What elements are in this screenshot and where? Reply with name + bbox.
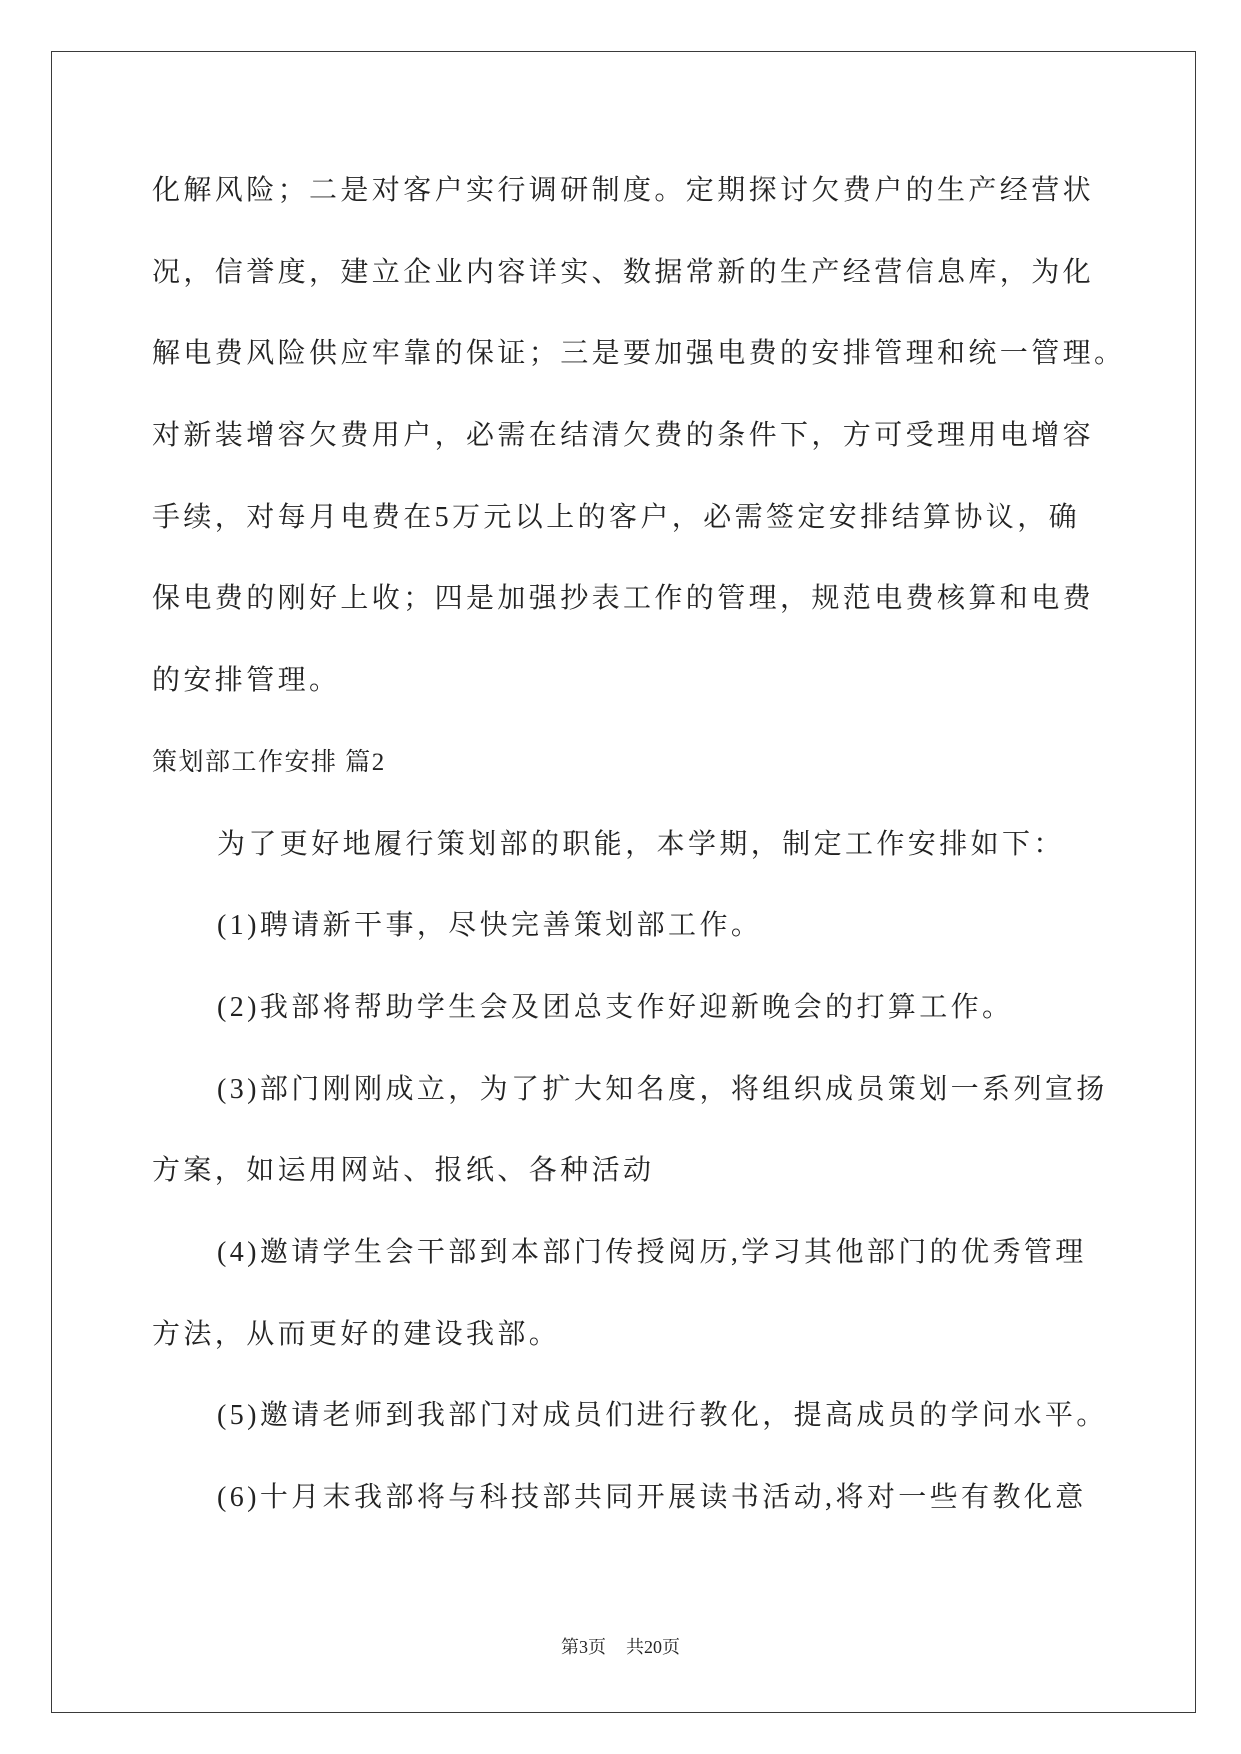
- list-item: [152, 885, 1112, 967]
- current-page-label: 第3页: [561, 1637, 606, 1657]
- text-line: 对新装增容欠费用户，必需在结清欠费的条件下，方可受理用电增容: [152, 420, 1095, 452]
- document-body: [152, 150, 1126, 1539]
- text-line: 保电费的刚好上收；四是加强抄表工作的管理，规范电费核算和电费: [152, 583, 1095, 615]
- text-line: 的安排管理。: [152, 665, 341, 697]
- list-item-line: 方法，从而更好的建设我部。: [152, 1318, 561, 1350]
- list-item: [152, 1212, 1112, 1375]
- text-line: 况，信誉度，建立企业内容详实、数据常新的生产经营信息库，为化: [152, 256, 1095, 288]
- section-heading: 策划部工作安排 篇2: [152, 748, 386, 776]
- text-line: 化解风险；二是对客户实行调研制度。定期探讨欠费户的生产经营状: [152, 175, 1095, 206]
- list-item: [152, 1375, 1112, 1457]
- text-line: 解电费风险供应牢靠的保证；三是要加强电费的安排管理和统一管理。: [152, 338, 1126, 370]
- list-item: [152, 1457, 1112, 1539]
- list-item-line: (3)部门刚刚成立，为了扩大知名度，将组织成员策划一系列宣扬: [217, 1073, 1108, 1105]
- list-item-line: (1)聘请新干事，尽快完善策划部工作。: [217, 910, 763, 942]
- list-item-line: (5)邀请老师到我部门对成员们进行教化，提高成员的学问水平。: [217, 1400, 1108, 1432]
- plan-list: [152, 885, 1112, 1539]
- list-item-line: (6)十月末我部将与科技部共同开展读书活动,将对一些有教化意: [217, 1482, 1087, 1513]
- list-item: [152, 967, 1112, 1049]
- list-item-line: (4)邀请学生会干部到本部门传授阅历,学习其他部门的优秀管理: [217, 1236, 1087, 1268]
- page-footer: [0, 1632, 1241, 1662]
- intro-paragraph: 为了更好地履行策划部的职能，本学期，制定工作安排如下：: [217, 828, 1065, 860]
- list-item: [152, 1049, 1112, 1212]
- text-line: 手续，对每月电费在5万元以上的客户，必需签定安排结算协议，确: [152, 501, 1081, 533]
- paragraph-continued: [152, 150, 1126, 722]
- list-item-line: (2)我部将帮助学生会及团总支作好迎新晚会的打算工作。: [217, 991, 1014, 1023]
- list-item-line: 方案，如运用网站、报纸、各种活动: [152, 1155, 655, 1187]
- total-pages-label: 共20页: [626, 1637, 680, 1657]
